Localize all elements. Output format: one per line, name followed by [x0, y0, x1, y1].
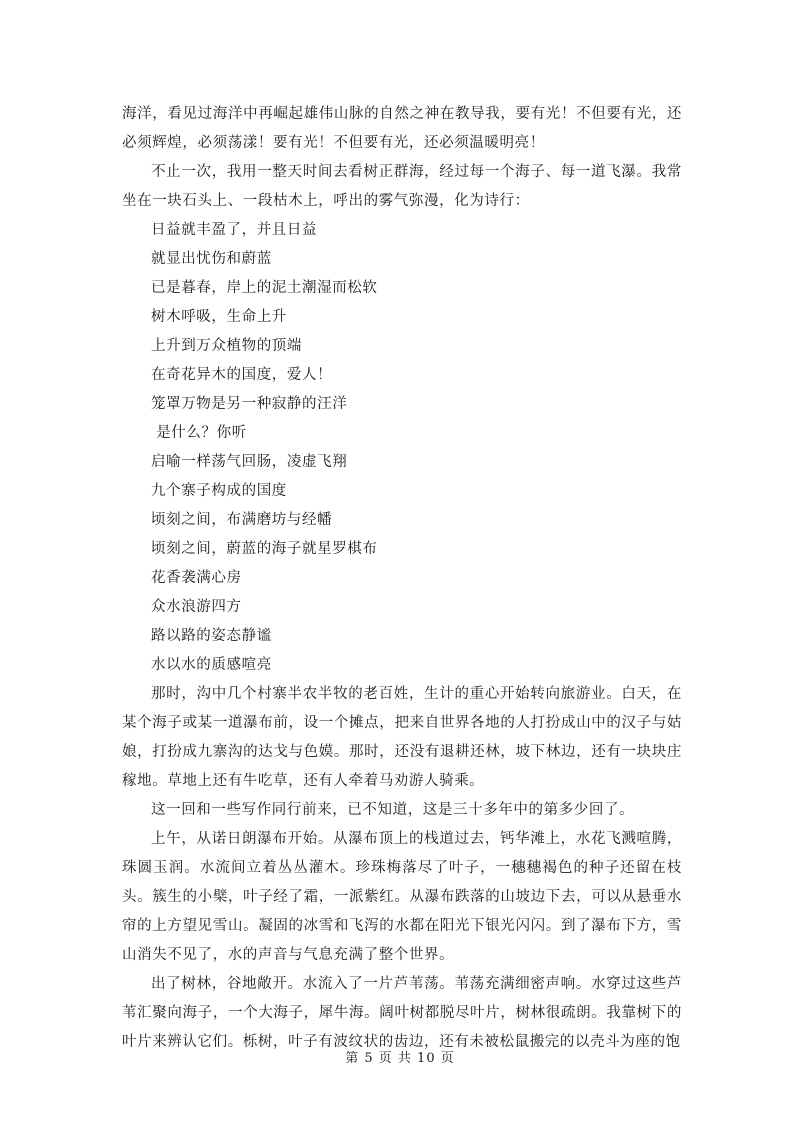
- poem-line: 上升到万众植物的顶端: [151, 338, 302, 354]
- poem-line: 是什么？你听: [151, 425, 247, 441]
- paragraph-4: 这一回和一些写作同行前来，已不知道，这是三十多年中的第多少回了。: [151, 802, 635, 818]
- poem-line: 花香袭满心房: [151, 570, 242, 586]
- paragraph-2: 不止一次，我用一整天时间去看树正群海，经过每一个海子、每一道飞瀑。我常坐在一块石头上、一段枯木上，呼出的雾气弥漫，化为诗行：: [122, 164, 682, 209]
- poem-line: 笼罩万物是另一种寂静的汪洋: [151, 396, 348, 412]
- poem-line: 日益就丰盈了，并且日益: [151, 222, 318, 238]
- poem-line: 水以水的质感喧亮: [151, 657, 272, 673]
- page-number-footer: 第 5 页 共 10 页: [345, 1051, 455, 1066]
- page-body: [122, 100, 682, 1057]
- poem: [122, 216, 682, 680]
- poem-line: 已是暮春，岸上的泥土潮湿而松软: [151, 280, 378, 296]
- poem-line: 路以路的姿态静谧: [151, 628, 272, 644]
- poem-line: 顷刻之间，蔚蓝的海子就星罗棋布: [151, 541, 378, 557]
- poem-line: 启喻一样荡气回肠，凌虚飞翔: [151, 454, 348, 470]
- poem-line: 九个寨子构成的国度: [151, 483, 287, 499]
- paragraph-5: 上午，从诺日朗瀑布开始。从瀑布顶上的栈道过去，钙华滩上，水花飞溅喧腾，珠圆玉润。水流间立着丛丛灌木。珍珠梅落尽了叶子，一穗穗褐色的种子还留在枝头。簇生的小檗，叶子经了霜，一派紫红。从瀑布跌落的山坡边下去，可以从悬垂水帘的上方望见雪山。凝固的冰雪和飞泻的水都在阳光下银光闪闪。到了瀑布下方，雪山消失不见了，水的声音与气息充满了整个世界。: [122, 831, 682, 963]
- poem-line: 众水浪游四方: [151, 599, 242, 615]
- paragraph-1: 海洋，看见过海洋中再崛起雄伟山脉的自然之神在教导我，要有光！不但要有光，还必须辉煌，必须荡漾！要有光！不但要有光，还必须温暖明亮！: [122, 106, 682, 151]
- poem-line: 树木呼吸，生命上升: [151, 309, 287, 325]
- poem-line: 在奇花异木的国度，爱人！: [151, 367, 333, 383]
- paragraph-6: 出了树林，谷地敞开。水流入了一片芦苇荡。苇荡充满细密声响。水穿过这些芦苇汇聚向海子，一个大海子，犀牛海。阔叶树都脱尽叶片，树林很疏朗。我靠树下的叶片来辨认它们。栎树，叶子有波纹状的齿边，还有未被松鼠搬完的以壳斗为座的饱: [122, 976, 682, 1050]
- poem-line: 就显出忧伤和蔚蓝: [151, 251, 272, 267]
- paragraph-3: 那时，沟中几个村寨半农半牧的老百姓，生计的重心开始转向旅游业。白天，在某个海子或某一道瀑布前，设一个摊点，把来自世界各地的人打扮成山中的汉子与姑娘，打扮成九寨沟的达戈与色嫫。那时，还没有退耕还林，坡下林边，还有一块块庄稼地。草地上还有牛吃草，还有人牵着马劝游人骑乘。: [122, 686, 682, 789]
- poem-line: 顷刻之间，布满磨坊与经幡: [151, 512, 333, 528]
